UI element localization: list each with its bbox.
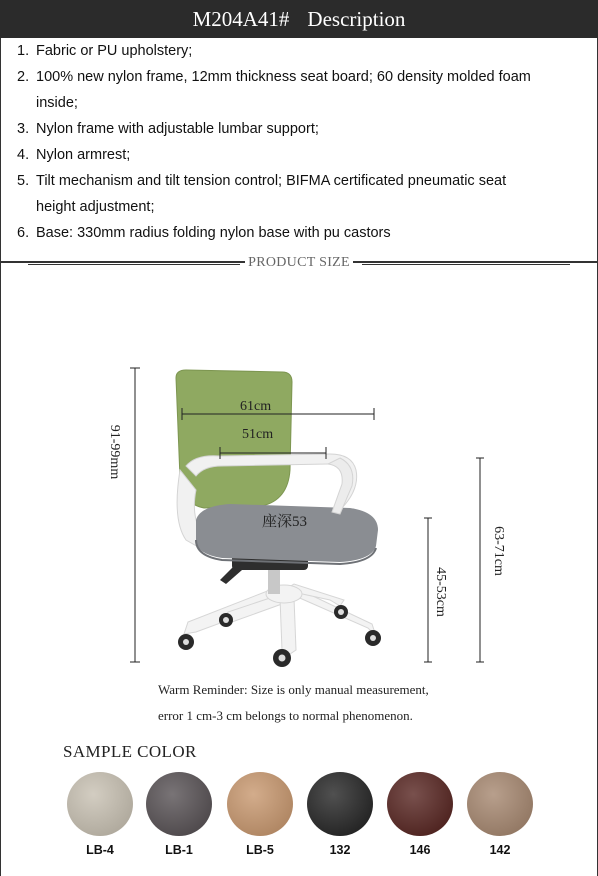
spec-number: 3.: [17, 121, 30, 137]
spec-number: 6.: [17, 225, 30, 241]
swatch-label: LB-5: [246, 843, 274, 857]
spec-number: 4.: [17, 147, 30, 163]
dimension-overall-width: 61cm: [240, 399, 272, 414]
dimension-total-height: 91-99mm: [107, 424, 122, 480]
product-size-title: PRODUCT SIZE: [0, 255, 598, 271]
swatch-146[interactable]: [387, 772, 453, 836]
chair-base: [184, 584, 376, 654]
swatch-lb-4[interactable]: [67, 772, 133, 836]
spec-text: Fabric or PU upholstery;: [36, 43, 193, 59]
swatch-label: 146: [409, 843, 431, 857]
swatch-132[interactable]: [307, 772, 373, 836]
spec-number: 5.: [17, 173, 30, 189]
reminder-line-1: Warm Reminder: Size is only manual measurement,: [158, 682, 429, 697]
swatch-label: LB-1: [165, 843, 193, 857]
dimension-arm-height: 63-71cm: [491, 526, 506, 576]
spec-text: Nylon armrest;: [36, 147, 131, 163]
spec-text: Base: 330mm radius folding nylon base with pu castors: [36, 225, 391, 241]
spec-text: height adjustment;: [36, 199, 155, 215]
spec-text: inside;: [36, 95, 78, 111]
spec-text: Nylon frame with adjustable lumbar support;: [36, 121, 319, 137]
swatch-lb-5[interactable]: [227, 772, 293, 836]
sample-color-title: SAMPLE COLOR: [63, 742, 197, 761]
swatch-label: 132: [329, 843, 351, 857]
swatch-142[interactable]: [467, 772, 533, 836]
reminder-line-2: error 1 cm-3 cm belongs to normal phenomenon.: [158, 708, 413, 723]
model-code: M204A41#: [192, 6, 290, 31]
dimension-seat-width: 51cm: [242, 427, 274, 442]
swatch-lb-1[interactable]: [146, 772, 212, 836]
swatch-label: LB-4: [86, 843, 114, 857]
dimension-seat-height: 45-53cm: [433, 567, 448, 617]
swatch-label: 142: [489, 843, 511, 857]
spec-number: 2.: [17, 69, 30, 85]
spec-text: 100% new nylon frame, 12mm thickness seat board; 60 density molded foam: [36, 69, 531, 85]
spec-number: 1.: [17, 43, 30, 59]
header-title: Description: [307, 6, 406, 31]
spec-text: Tilt mechanism and tilt tension control; BIFMA certificated pneumatic seat: [36, 173, 507, 189]
dimension-seat-depth: 座深53: [262, 514, 308, 530]
